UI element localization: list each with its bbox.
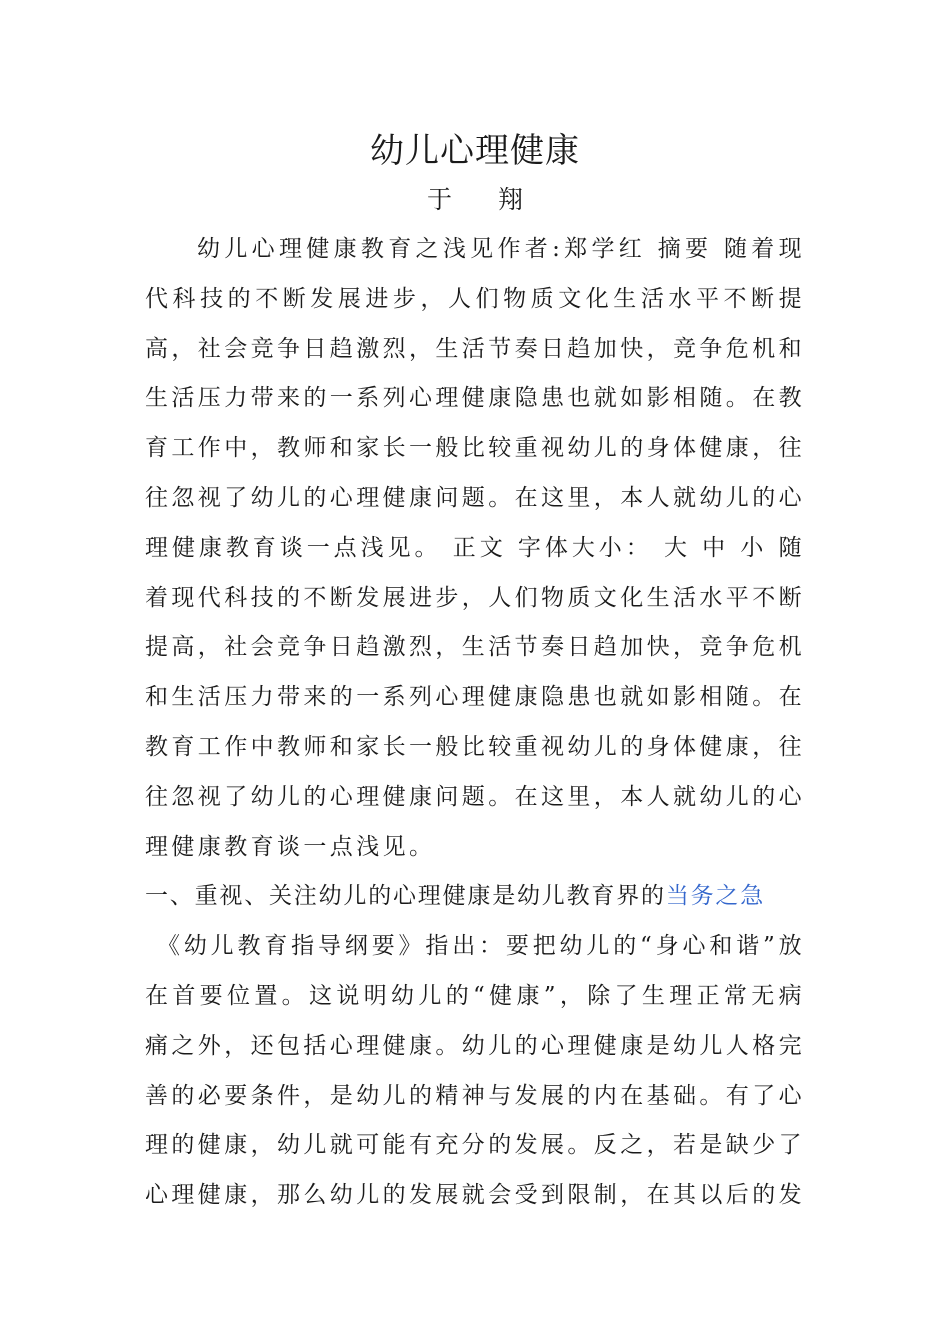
section-heading <box>145 872 805 922</box>
section-heading-link[interactable]: 当务之急 <box>665 883 766 910</box>
section-paragraph: 《幼儿教育指导纲要》指出：要把幼儿的“身心和谐”放在首要位置。这说明幼儿的“健康”，除了生理正常无病痛之外，还包括心理健康。幼儿的心理健康是幼儿人格完善的必要条件，是幼儿的精神与发展的内在基础。有了心理的健康，幼儿就可能有充分的发展。反之，若是缺少了心理健康，那么幼儿的发展就会受到限制，在其以后的发 <box>145 933 805 1209</box>
document-author: 于翔 <box>426 185 569 214</box>
document-title: 幼儿心理健康 <box>370 131 580 171</box>
abstract-paragraph: 幼儿心理健康教育之浅见作者:郑学红 摘要 随着现代科技的不断发展进步，人们物质文化生活水平不断提高，社会竞争日趋激烈，生活节奏日趋加快，竞争危机和生活压力带来的一系列心理健康隐患也就如影相随。在教育工作中，教师和家长一般比较重视幼儿的身体健康，往往忽视了幼儿的心理健康问题。在这里，本人就幼儿的心理健康教育谈一点浅见。 正文 字体大小： 大 中 小 随着现代科技的不断发展进步，人们物质文化生活水平不断提高，社会竞争日趋激烈，生活节奏日趋加快，竞争危机和生活压力带来的一系列心理健康隐患也就如影相随。在教育工作中教师和家长一般比较重视幼儿的身体健康，往往忽视了幼儿的心理健康问题。在这里，本人就幼儿的心理健康教育谈一点浅见。 <box>145 236 805 860</box>
section-heading-text: 一、重视、关注幼儿的心理健康是幼儿教育界的 <box>145 883 666 910</box>
document-body <box>145 225 805 1221</box>
